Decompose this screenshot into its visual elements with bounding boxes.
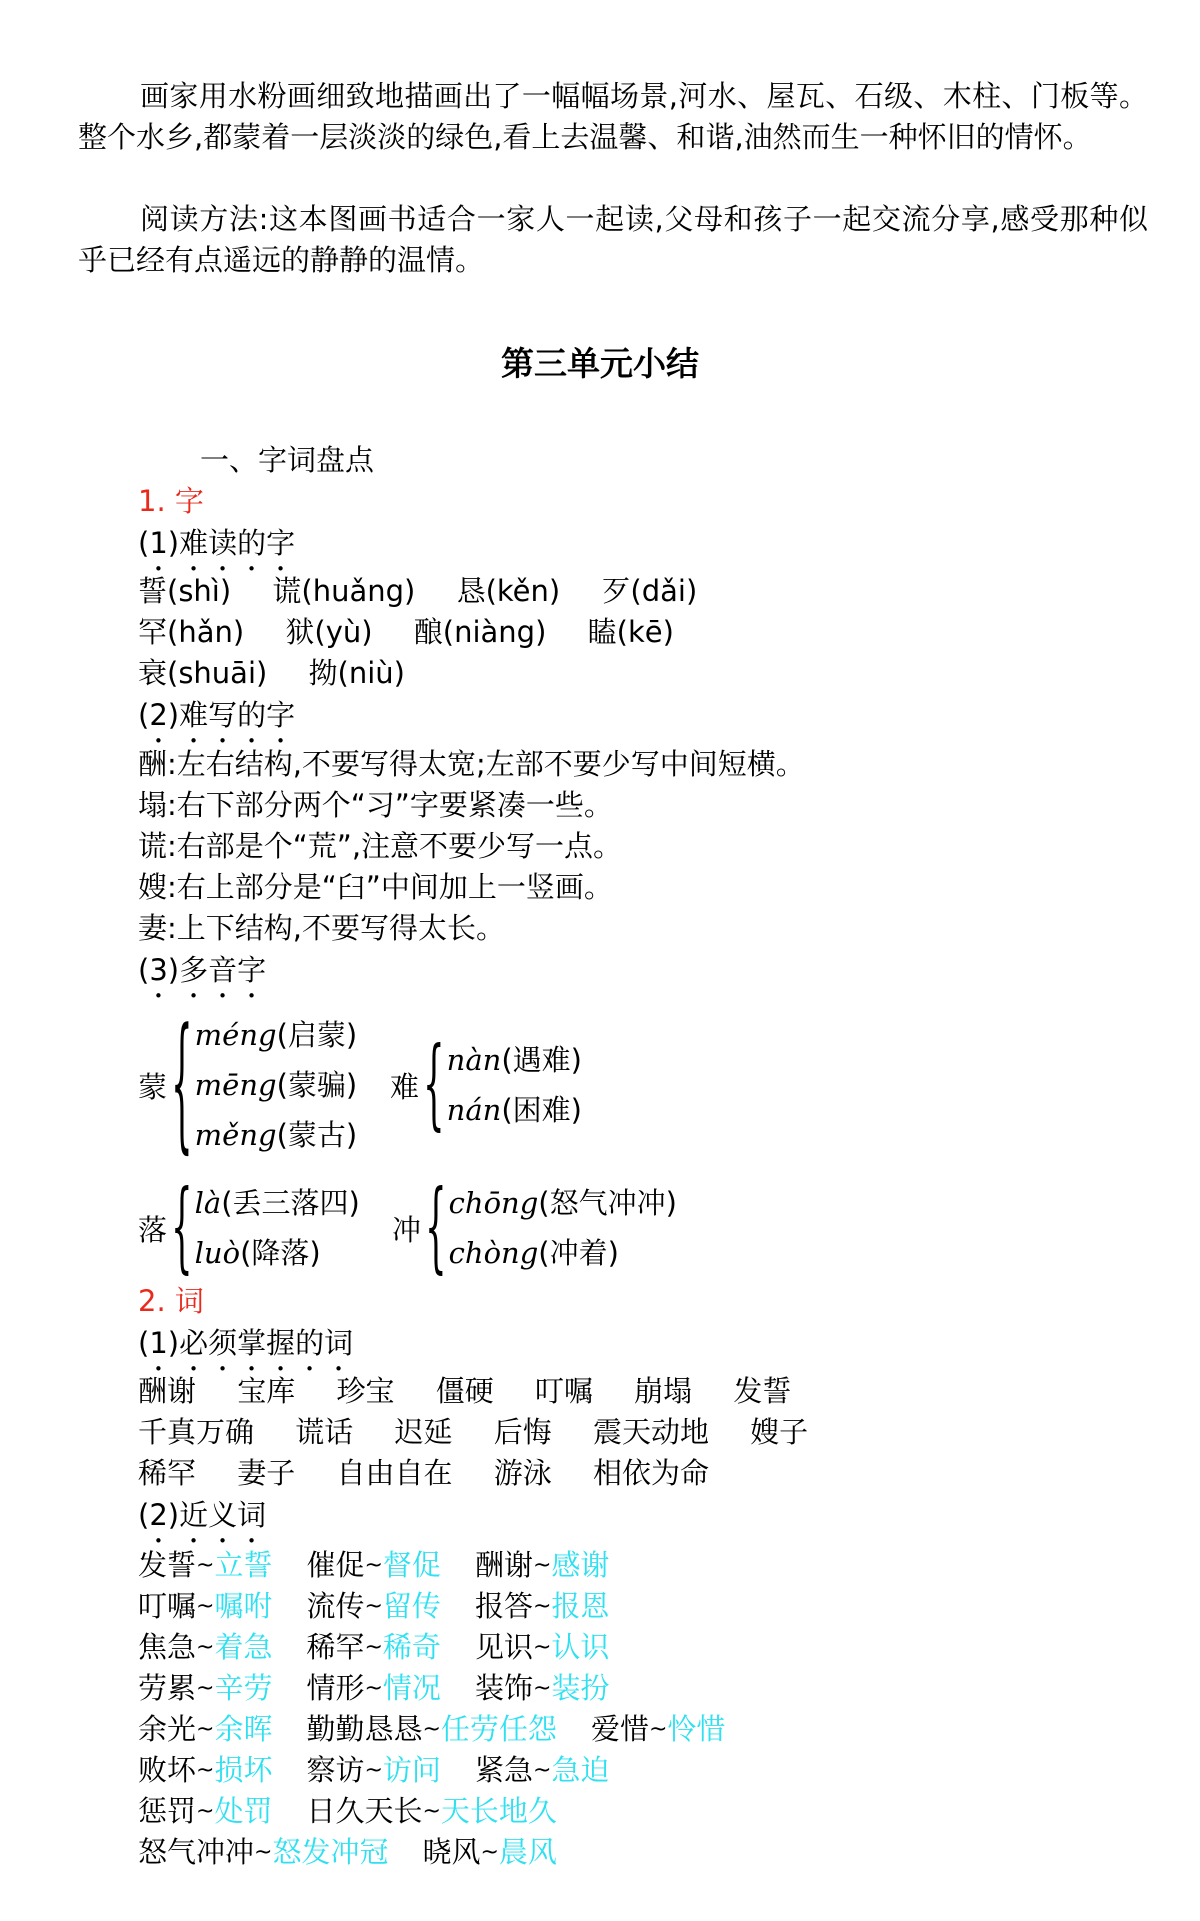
bixu-heading: (1)必须掌握的词	[138, 1326, 354, 1360]
synonym-row	[138, 1627, 643, 1668]
polyphone-option: là(丢三落四)	[194, 1186, 360, 1220]
synonym-pair: 紧急~急迫	[474, 1753, 610, 1787]
jinyi-heading: (2)近义词	[138, 1498, 267, 1532]
brace-icon: {	[423, 1027, 445, 1143]
nandu-item: 誓(shì)	[138, 574, 232, 608]
brace-icon: {	[171, 999, 193, 1171]
nandu-item: 衰(shuāi)	[138, 656, 268, 690]
synonym-pair: 装饰~装扮	[474, 1671, 610, 1705]
nandu-row	[138, 571, 697, 612]
synonym-pair: 日久天长~天长地久	[306, 1794, 557, 1828]
ci-heading: 2. 词	[138, 1284, 204, 1318]
nanxie-item: 酬:左右结构,不要写得太宽;左部不要少写中间短横。	[138, 747, 805, 781]
polyphone-option: chòng(冲着)	[448, 1236, 619, 1270]
synonym-pair: 爱惜~怜惜	[590, 1712, 726, 1746]
bixu-row: 酬谢 宝库 珍宝 僵硬 叮嘱 崩塌 发誓	[138, 1374, 792, 1408]
zi-heading: 1. 字	[138, 484, 204, 518]
nanxie-item: 谎:右部是个“荒”,注意不要少写一点。	[138, 829, 623, 863]
nandu-item: 狱(yù)	[285, 615, 373, 649]
synonym-pair: 叮嘱~嘱咐	[138, 1589, 273, 1623]
polyphone-char: 难	[390, 1069, 420, 1104]
synonym-row	[138, 1832, 591, 1873]
nanxie-item: 妻:上下结构,不要写得太长。	[138, 911, 505, 945]
synonym-pair: 酬谢~感谢	[474, 1548, 610, 1582]
polyphone-char: 蒙	[138, 1069, 168, 1104]
synonym-pair: 败坏~损坏	[138, 1753, 273, 1787]
nandu-item: 歹(dǎi)	[601, 574, 698, 608]
brace-icon: {	[171, 1170, 193, 1286]
synonym-row	[138, 1750, 643, 1791]
synonym-pair: 情形~情况	[306, 1671, 441, 1705]
synonym-row	[138, 1791, 591, 1832]
polyphone-nan	[390, 1027, 582, 1143]
synonym-pair: 怒气冲冲~怒发冲冠	[138, 1835, 389, 1869]
synonym-pair: 稀罕~稀奇	[306, 1630, 441, 1664]
nandu-item: 酿(niàng)	[413, 615, 547, 649]
nanxie-item: 塌:右下部分两个“习”字要紧凑一些。	[138, 788, 613, 822]
nandu-row	[138, 612, 674, 653]
section-heading: 一、字词盘点	[200, 443, 375, 477]
polyphone-option: měng(蒙古)	[194, 1118, 358, 1152]
synonym-row	[138, 1545, 643, 1586]
synonym-pair: 惩罚~处罚	[138, 1794, 273, 1828]
synonym-pair: 发誓~立誓	[138, 1548, 273, 1582]
synonym-pair: 劳累~辛劳	[138, 1671, 273, 1705]
synonym-pair: 察访~访问	[306, 1753, 441, 1787]
nandu-item: 谎(huǎng)	[272, 574, 416, 608]
synonym-pair: 余光~余晖	[138, 1712, 273, 1746]
nandu-row	[138, 653, 405, 694]
synonym-pair: 勤勤恳恳~任劳任怨	[306, 1712, 557, 1746]
polyphone-option: nàn(遇难)	[446, 1043, 582, 1077]
polyphone-luo	[138, 1170, 360, 1286]
polyphone-chong	[392, 1170, 677, 1286]
polyphone-option: méng(启蒙)	[194, 1018, 358, 1052]
bixu-row: 千真万确 谎话 迟延 后悔 震天动地 嫂子	[138, 1415, 809, 1449]
polyphone-char: 冲	[392, 1212, 422, 1247]
nandu-item: 恳(kěn)	[456, 574, 561, 608]
intro-paragraph-2: 阅读方法:这本图画书适合一家人一起读,父母和孩子一起交流分享,感受那种似乎已经有点遥远的静静的温情。	[78, 202, 1148, 277]
page-title: 第三单元小结	[501, 344, 699, 383]
synonym-pair: 焦急~着急	[138, 1630, 273, 1664]
nandu-item: 拗(niù)	[308, 656, 405, 690]
polyphone-option: luò(降落)	[194, 1236, 321, 1270]
synonym-row	[138, 1586, 643, 1627]
polyphone-option: nán(困难)	[446, 1093, 582, 1127]
polyphone-meng	[138, 999, 358, 1171]
polyphone-char: 落	[138, 1212, 168, 1247]
nanxie-item: 嫂:右上部分是“臼”中间加上一竖画。	[138, 870, 613, 904]
duoyin-heading: (3)多音字	[138, 953, 267, 987]
synonym-row	[138, 1709, 759, 1750]
nandu-heading: (1)难读的字	[138, 526, 296, 560]
synonym-pair: 催促~督促	[306, 1548, 441, 1582]
nandu-item: 瞌(kē)	[587, 615, 674, 649]
nandu-item: 罕(hǎn)	[138, 615, 245, 649]
synonym-pair: 流传~留传	[306, 1589, 441, 1623]
synonym-pair: 晓风~晨风	[422, 1835, 557, 1869]
synonym-pair: 见识~认识	[474, 1630, 610, 1664]
synonym-pair: 报答~报恩	[474, 1589, 610, 1623]
polyphone-option: mēng(蒙骗)	[194, 1068, 358, 1102]
bixu-row: 稀罕 妻子 自由自在 游泳 相依为命	[138, 1456, 709, 1490]
brace-icon: {	[425, 1170, 447, 1286]
intro-paragraph-1: 画家用水粉画细致地描画出了一幅幅场景,河水、屋瓦、石级、木柱、门板等。整个水乡,都蒙着一层淡淡的绿色,看上去温馨、和谐,油然而生一种怀旧的情怀。	[78, 79, 1148, 154]
polyphone-option: chōng(怒气冲冲)	[448, 1186, 677, 1220]
synonym-row	[138, 1668, 643, 1709]
nanxie-heading: (2)难写的字	[138, 698, 296, 732]
